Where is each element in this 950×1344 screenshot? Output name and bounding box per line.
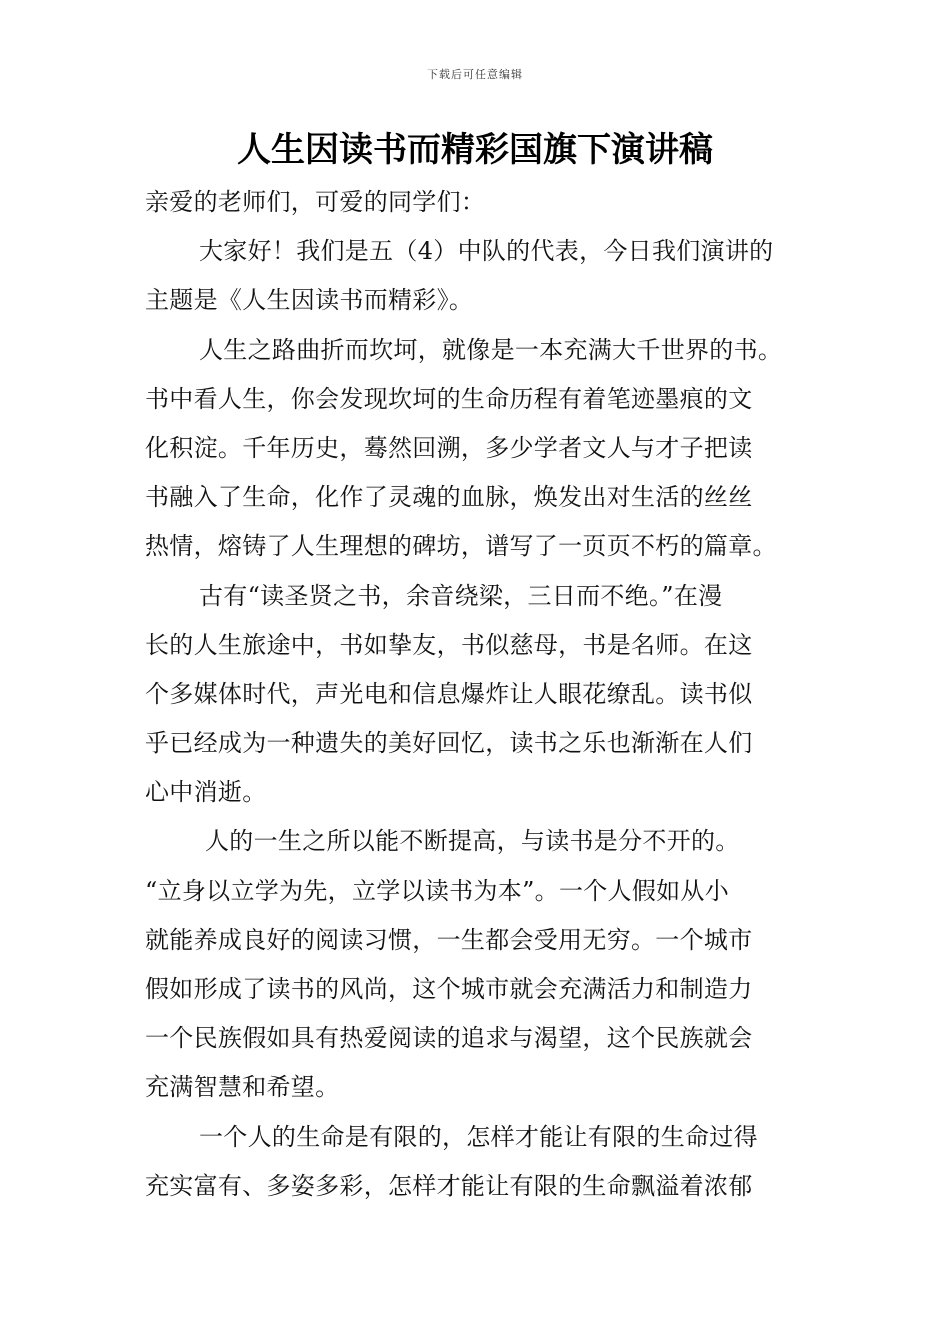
paragraph-line: “立身以立学为先，立学以读书为本”。一个人假如从小 — [145, 876, 730, 905]
document-title: 人生因读书而精彩国旗下演讲稿 — [237, 130, 713, 170]
paragraph-line: 长的人生旅途中，书如挚友，书似慈母，书是名师。在这 — [145, 630, 753, 659]
paragraph-line: 乎已经成为一种遗失的美好回忆，读书之乐也渐渐在人们 — [145, 729, 753, 758]
paragraph-line: 古有“读圣贤之书，余音绕梁，三日而不绝。”在漫 — [199, 581, 723, 610]
paragraph-line: 化积淀。千年历史，蓦然回溯，多少学者文人与才子把读 — [145, 433, 753, 462]
paragraph-line: 就能养成良好的阅读习惯，一生都会受用无穷。一个城市 — [145, 925, 753, 954]
paragraph-line: 热情，熔铸了人生理想的碑坊，谱写了一页页不朽的篇章。 — [145, 532, 777, 561]
paragraph-line: 书融入了生命，化作了灵魂的血脉，焕发出对生活的丝丝 — [145, 483, 753, 512]
paragraph-line: 人的一生之所以能不断提高，与读书是分不开的。 — [205, 827, 740, 856]
header-note: 下载后可任意编辑 — [427, 68, 523, 81]
paragraph-line: 人生之路曲折而坎坷，就像是一本充满大千世界的书。 — [199, 335, 783, 364]
paragraph-line: 假如形成了读书的风尚，这个城市就会充满活力和制造力 — [145, 975, 753, 1003]
paragraph-line: 主题是《人生因读书而精彩》。 — [145, 286, 474, 315]
paragraph-line: 充实富有、多姿多彩，怎样才能让有限的生命飘溢着浓郁 — [145, 1171, 753, 1200]
paragraph-line: 一个人的生命是有限的，怎样才能让有限的生命过得 — [199, 1122, 758, 1151]
paragraph-line: 个多媒体时代，声光电和信息爆炸让人眼花缭乱。读书似 — [145, 679, 753, 708]
paragraph-line: 一个民族假如具有热爱阅读的追求与渴望，这个民族就会 — [145, 1024, 753, 1053]
document-body — [145, 178, 815, 1211]
paragraph-line: 充满智慧和希望。 — [145, 1073, 340, 1102]
paragraph-line: 大家好！我们是五（4）中队的代表，今日我们演讲的 — [199, 237, 774, 266]
paragraph-line: 心中消逝。 — [145, 778, 267, 807]
paragraph-line: 书中看人生，你会发现坎坷的生命历程有着笔迹墨痕的文 — [145, 384, 753, 413]
salutation-line: 亲爱的老师们，可爱的同学们： — [145, 188, 486, 216]
